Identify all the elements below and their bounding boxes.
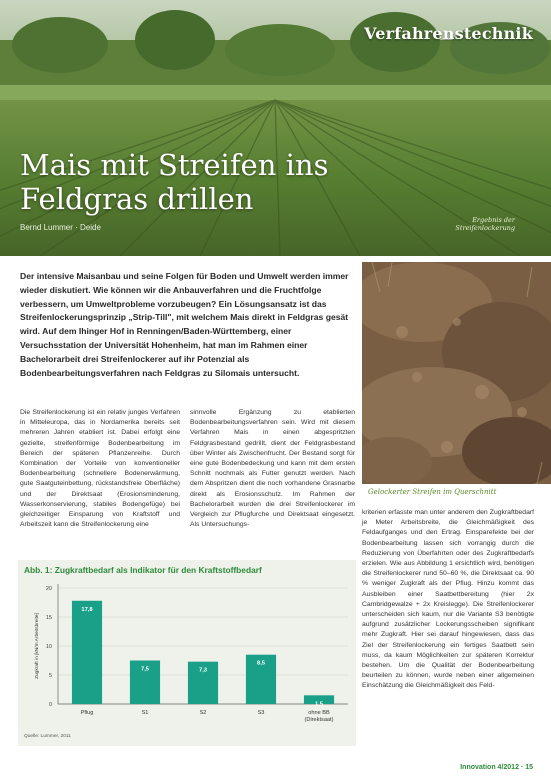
soil-caption: Gelockerter Streifen im Querschnitt <box>368 488 497 496</box>
body-column-1: Die Streifenlockerung ist ein relativ junges Verfahren in Mitteleuropa, das in Nordamerika bereits seit mehreren Jahren etabliert ist. Dabei erfolgt eine gezielte, streifenförmige Bodenbearbeitung im Bereich der späteren Pflanzenreihe. Durch Kombination der Vorteile von konventioneller Bodenbearbeitung (schnellere Bodenerwärmung, gute Saatguteinbettung, rückstandsfreie Oberfläche) und der Direktsaat (Erosionsminderung, Wasserkonservierung, stabiles Bodengefüge) bei gleichzeitiger Einsparung von Kraftstoff und Arbeitszeit kann die Streifenlockerung eine <box>20 409 180 529</box>
bar-value-label: 8,5 <box>256 660 266 667</box>
x-tick-label: (Direktsaat) <box>304 717 334 723</box>
y-tick-label: 15 <box>45 615 52 621</box>
soil-photo <box>362 262 551 484</box>
chart-title: Abb. 1: Zugkraftbedarf als Indikator für den Kraftstoffbedarf <box>24 565 262 575</box>
hero-photo <box>0 0 551 256</box>
soil-image <box>362 262 551 484</box>
y-tick-label: 0 <box>48 702 52 708</box>
photo-caption: Ergebnis der Streifenlockerung <box>455 216 515 232</box>
author-byline: Bernd Lummer · Deide <box>20 223 101 232</box>
y-axis-label: Zugkraft in [kN/m Arbeitsbreite] <box>35 613 40 679</box>
bar-value-label: 7,3 <box>198 667 208 674</box>
title-line-2: Feldgras drillen <box>20 182 254 216</box>
y-tick-label: 5 <box>48 673 52 679</box>
page-footer <box>460 764 533 771</box>
body-column-2: sinnvolle Ergänzung zu etablierten Bodenbearbeitungsverfahren sein. Wird mit diesem Verfahren Mais in einen abgespritzten Feldgrasbestand gedrillt, dient der Feldgrasbestand über Winter als Zwischenfrucht. Der Bestand sorgt für eine gute Bodenbedeckung und kann mit dem ersten Schnitt nochmals als Futter genutzt werden. Nach dem Abspritzen dient die noch vorhandene Grasnarbe direkt als Erosionsschutz. Im Rahmen der Bachelorarbeit wurden die drei Streifenlockerer im Vergleich zur Pflugfurche und Direktsaat eingesetzt. Als Untersuchungs- <box>190 409 355 529</box>
journal-issue: Innovation 4/2012 · <box>460 764 524 771</box>
body-column-3: kriterien erfasste man unter anderem den Zugkraftbedarf je Meter Arbeitsbreite, die Gleichmäßigkeit des Feldaufganges und den Ertrag. Einsparefekte bei der Bodenbearbeitung lassen sich vorrangig durch die Reduzierung von Überfahrten oder des Zugkraftbedarfs erzielen. Wie aus Abbildung 1 ersichtlich wird, benötigen die Streifenlockerer rund 50–60 %, die Direktsaat ca. 90 % weniger Zugkraft als der Pflug. Hinzu kommt das Ausbleiben einer Saatbettbereitung (hier 2x Cambridgewalze + 2x Kreislegge). Die Streifenlockerer unterscheiden sich kaum, nur die Variante S3 benötigte aufgrund zusätzlicher Lockerungsscheiben signifikant mehr Zugkraft. Hier sei darauf hingewiesen, dass das Ziel der Streifenlockerung ein fertiges Saatbett sein muss, da kaum Möglichkeiten zur späteren Korrektur bestehen. Um die Qualität der Bodenbearbeitung beurteilen zu können, wurde neben einer allgemeinen Einschätzung die Gleichmäßigkeit des Feld- <box>362 509 534 690</box>
x-tick-label: ohne BB <box>308 710 330 716</box>
bar-value-label: 17,8 <box>81 606 93 613</box>
title-line-1: Mais mit Streifen ins <box>20 148 329 182</box>
y-tick-label: 20 <box>45 586 52 592</box>
x-tick-label: S3 <box>257 710 265 716</box>
bar-0 <box>72 601 102 704</box>
bar-value-label: 7,5 <box>140 666 150 673</box>
x-tick-label: S2 <box>199 710 207 716</box>
bar-value-label: 1,5 <box>314 701 324 708</box>
y-tick-label: 10 <box>45 644 52 650</box>
x-tick-label: Pflug <box>80 710 94 716</box>
chart-source: Quelle: Lummer, 2011 <box>24 734 71 739</box>
x-tick-label: S1 <box>141 710 149 716</box>
bar-chart <box>18 560 356 746</box>
chart-figure <box>18 560 356 746</box>
section-label: Verfahrenstechnik <box>364 24 533 43</box>
lead-paragraph: Der intensive Maisanbau und seine Folgen für Boden und Umwelt werden immer wieder diskutiert. Wie können wir die Anbauverfahren und die Fruchtfolge verbessern, um Umweltprobleme vorzubeugen? Ein Lösungsansatz ist das Streifenlockerungsprinzip „Strip-Till", mit welchem Mais direkt in Feldgras gesät wird. Auf dem Ihinger Hof in Renningen/Baden-Württemberg, einer Versuchsstation der Universität Hohenheim, hat man im Rahmen einer Bachelorarbeit drei Streifenlockerer auf ihr Potenzial als Bodenbearbeitungsverfahren nach Feldgras zu Silomais untersucht. <box>20 271 349 378</box>
page-number: 15 <box>525 764 533 771</box>
article-title <box>20 148 328 216</box>
